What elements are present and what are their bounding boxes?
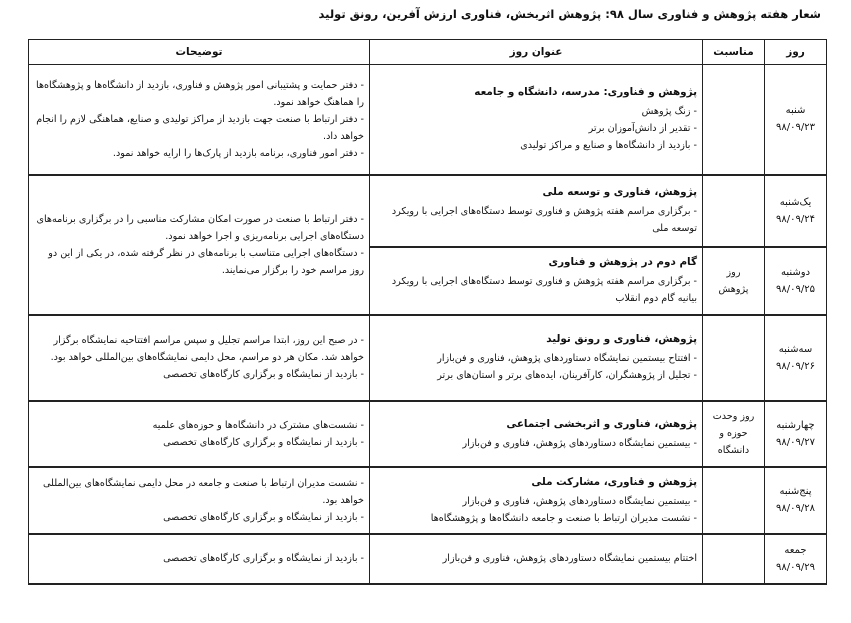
description-item: - دستگاه‌های اجرایی متناسب با برنامه‌های در نظر گرفته شده، در یکی از این دو روز مراسم خود را برگزار می‌نمایند. — [48, 247, 364, 276]
topic-item: - بیستمین نمایشگاه دستاوردهای پژوهش، فناوری و فن‌بازار — [462, 437, 697, 449]
topic-title: گام دوم در پژوهش و فناوری — [548, 256, 697, 268]
description-item: - در صبح این روز، ابتدا مراسم تجلیل و سپس مراسم افتتاحیه نمایشگاه برگزار خواهد شد. مکان هر دو مراسم، محل دایمی نمایشگاه‌های بین‌المللی خواهد بود. — [50, 335, 364, 363]
description-item: - بازدید از نمایشگاه و برگزاری کارگاه‌های تخصصی — [163, 436, 364, 448]
day-date: ۹۸/۰۹/۲۷ — [776, 436, 815, 448]
table-row — [29, 315, 827, 401]
description-item: - بازدید از نمایشگاه و برگزاری کارگاه‌های تخصصی — [163, 511, 364, 523]
topic-item: اختتام بیستمین نمایشگاه دستاوردهای پژوهش، فناوری و فن‌بازار — [442, 553, 697, 564]
day-date: ۹۸/۰۹/۲۶ — [776, 360, 815, 372]
topic-title: پژوهش و فناوری: مدرسه، دانشگاه و جامعه — [474, 86, 697, 99]
occasion-cell — [703, 247, 765, 315]
header-topic: عنوان روز — [370, 40, 703, 65]
table-row — [29, 65, 827, 175]
day-date: ۹۸/۰۹/۲۵ — [776, 283, 815, 295]
description-item: - دفتر حمایت و پشتیبانی امور پژوهش و فناوری، بازدید از دانشگاه‌ها و پژوهشگاه‌ها را هماهنگ خواهد نمود. — [36, 79, 364, 108]
topic-title: پژوهش، فناوری و اثربخشی اجتماعی — [506, 417, 697, 430]
description-item: - دفتر ارتباط با صنعت جهت بازدید از مراکز تولیدی و صنایع، هماهنگی لازم را انجام خواهد داد. — [36, 113, 364, 142]
topic-title: پژوهش و فناوری، مشارکت ملی — [531, 475, 697, 488]
day-cell — [765, 401, 827, 467]
topic-item: - تجلیل از پژوهشگران، کارآفرینان، ایده‌های برتر و استان‌های برتر — [437, 370, 697, 381]
description-item: - بازدید از نمایشگاه و برگزاری کارگاه‌های تخصصی — [163, 369, 364, 380]
description-item: - نشست‌های مشترک در دانشگاه‌ها و حوزه‌های علمیه — [152, 419, 364, 431]
day-date: ۹۸/۰۹/۲۳ — [776, 122, 815, 134]
description-cell — [29, 315, 370, 401]
occasion-text: پژوهش — [718, 283, 749, 295]
occasion-text: دانشگاه — [717, 445, 750, 456]
description-cell — [29, 65, 370, 175]
description-cell — [29, 401, 370, 467]
description-cell — [29, 467, 370, 534]
topic-item: - زنگ پژوهش — [641, 106, 697, 118]
header-day: روز — [765, 40, 827, 65]
topic-cell — [370, 175, 703, 247]
day-cell — [765, 175, 827, 247]
topic-cell — [370, 65, 703, 175]
day-cell — [765, 315, 827, 401]
description-item: - دفتر ارتباط با صنعت در صورت امکان مشارکت مناسبی را در برگزاری برنامه‌های دستگاه‌های اجرایی برنامه‌ریزی و اجرا خواهد نمود. — [36, 213, 364, 242]
occasion-cell — [703, 65, 765, 175]
day-name: پنج‌شنبه — [779, 486, 812, 497]
schedule-table — [28, 39, 827, 585]
occasion-cell — [703, 401, 765, 467]
topic-item: - افتتاح بیستمین نمایشگاه دستاوردهای پژوهش، فناوری و فن‌بازار — [437, 353, 697, 364]
description-item: - دفتر امور فناوری، برنامه بازدید از پارک‌ها را ارایه خواهد نمود. — [112, 147, 364, 159]
table-row — [29, 534, 827, 584]
table-row — [29, 175, 827, 247]
day-cell — [765, 65, 827, 175]
description-item: - بازدید از نمایشگاه و برگزاری کارگاه‌های تخصصی — [163, 553, 364, 564]
topic-cell — [370, 315, 703, 401]
day-date: ۹۸/۰۹/۲۴ — [776, 213, 815, 225]
topic-cell — [370, 401, 703, 467]
topic-item: - نشست مدیران ارتباط با صنعت و جامعه دانشگاه‌ها و پژوهشگاه‌ها — [430, 512, 697, 524]
day-name: شنبه — [785, 105, 806, 117]
topic-item: - بیستمین نمایشگاه دستاوردهای پژوهش، فناوری و فن‌بازار — [462, 495, 697, 507]
topic-cell — [370, 467, 703, 534]
topic-cell — [370, 534, 703, 584]
description-cell — [29, 534, 370, 584]
occasion-cell — [703, 467, 765, 534]
document-title: شعار هفته پژوهش و فناوری سال ۹۸: پژوهش اثربخش، فناوری ارزش آفرین، رونق تولید — [318, 7, 821, 21]
day-name: یک‌شنبه — [779, 196, 812, 208]
header-occasion: مناسبت — [703, 40, 765, 65]
day-name: دوشنبه — [780, 266, 811, 278]
day-name: جمعه — [784, 544, 807, 556]
schedule-body — [29, 65, 827, 584]
topic-cell — [370, 247, 703, 315]
occasion-text: روز وحدت — [712, 411, 755, 422]
topic-item: - تقدیر از دانش‌آموزان برتر — [588, 123, 697, 135]
topic-item: - برگزاری مراسم هفته پژوهش و فناوری توسط دستگاه‌های اجرایی با رویکرد توسعه ملی — [391, 206, 697, 234]
occasion-cell — [703, 175, 765, 247]
day-date: ۹۸/۰۹/۲۸ — [776, 503, 815, 514]
occasion-text: روز — [726, 266, 741, 278]
description-item: - نشست مدیران ارتباط با صنعت و جامعه در محل دایمی نمایشگاه‌های بین‌المللی خواهد بود. — [43, 477, 364, 506]
topic-item: - برگزاری مراسم هفته پژوهش و فناوری توسط دستگاه‌های اجرایی با رویکرد بیانیه گام دوم انقلاب — [391, 276, 697, 304]
day-name: چهارشنبه — [776, 419, 815, 431]
header-description: توضیحات — [29, 40, 370, 65]
occasion-text: حوزه و — [719, 428, 748, 439]
day-date: ۹۸/۰۹/۲۹ — [776, 561, 815, 573]
day-cell — [765, 534, 827, 584]
topic-title: پژوهش، فناوری و رونق تولید — [546, 333, 697, 345]
occasion-cell — [703, 315, 765, 401]
table-row — [29, 401, 827, 467]
description-cell — [29, 175, 370, 315]
table-header-row — [29, 40, 827, 65]
day-name: سه‌شنبه — [778, 343, 813, 355]
occasion-cell — [703, 534, 765, 584]
topic-title: پژوهش، فناوری و توسعه ملی — [542, 186, 697, 198]
day-cell — [765, 247, 827, 315]
table-row — [29, 467, 827, 534]
day-cell — [765, 467, 827, 534]
topic-item: - بازدید از دانشگاه‌ها و صنایع و مراکز تولیدی — [520, 140, 697, 152]
